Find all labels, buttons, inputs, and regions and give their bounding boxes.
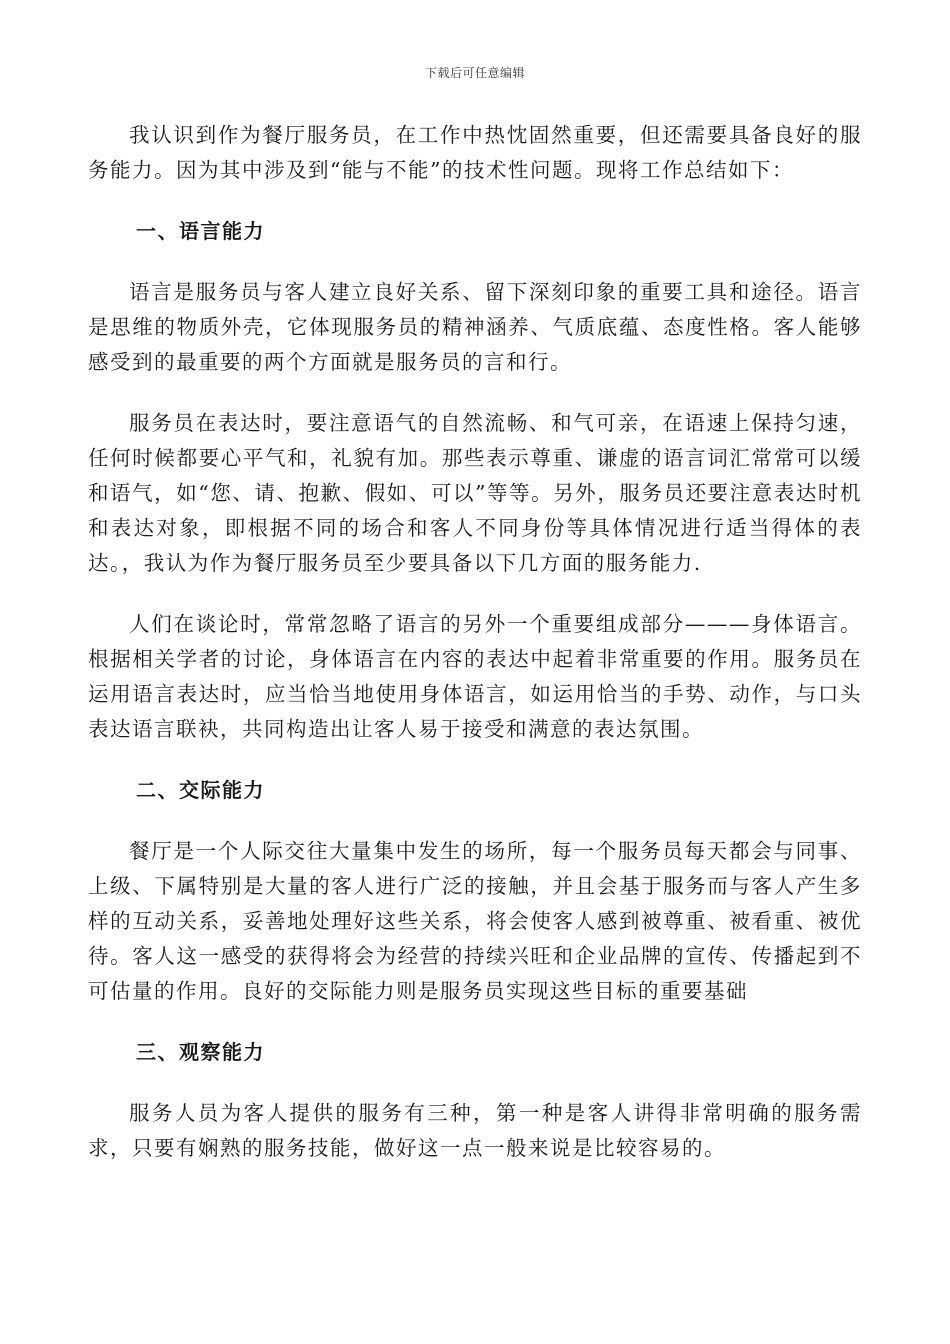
communication-paragraph: 餐厅是一个人际交往大量集中发生的场所，每一个服务员每天都会与同事、上级、下属特别是大量的客人进行广泛的接触，并且会基于服务而与客人产生多样的互动关系，妥善地处理好这些关系，将会使客人感到被尊重、被看重、被优待。客人这一感受的获得将会为经营的持续兴旺和企业品牌的宣传、传播起到不可估量的作用。良好的交际能力则是服务员实现这些目标的重要基础 [88, 839, 862, 1003]
section-heading-observation: 三、观察能力 [136, 1040, 265, 1064]
section-heading-communication: 二、交际能力 [136, 778, 265, 802]
language-paragraph-1: 语言是服务员与客人建立良好关系、留下深刻印象的重要工具和途径。语言是思维的物质外壳，它体现服务员的精神涵养、气质底蕴、态度性格。客人能够感受到的最重要的两个方面就是服务员的言和行。 [88, 280, 862, 374]
language-paragraph-3: 人们在谈论时，常常忽略了语言的另外一个重要组成部分———身体语言。根据相关学者的讨论，身体语言在内容的表达中起着非常重要的作用。服务员在运用语言表达时，应当恰当地使用身体语言，如运用恰当的手势、动作，与口头表达语言联袂，共同构造出让客人易于接受和满意的表达氛围。 [88, 612, 862, 741]
intro-paragraph: 我认识到作为餐厅服务员，在工作中热忱固然重要，但还需要具备良好的服务能力。因为其中涉及到“能与不能”的技术性问题。现将工作总结如下： [88, 123, 862, 182]
observation-paragraph: 服务人员为客人提供的服务有三种，第一种是客人讲得非常明确的服务需求，只要有娴熟的服务技能，做好这一点一般来说是比较容易的。 [88, 1101, 862, 1160]
document-body [88, 118, 862, 1192]
page-header: 下载后可任意编辑 [424, 66, 525, 80]
section-heading-language: 一、语言能力 [136, 219, 265, 243]
language-paragraph-2: 服务员在表达时，要注意语气的自然流畅、和气可亲，在语速上保持匀速，任何时候都要心平气和，礼貌有加。那些表示尊重、谦虚的语言词汇常常可以缓和语气，如“您、请、抱歉、假如、可以”等等。另外，服务员还要注意表达时机和表达对象，即根据不同的场合和客人不同身份等具体情况进行适当得体的表达。，我认为作为餐厅服务员至少要具备以下几方面的服务能力. [88, 411, 862, 575]
